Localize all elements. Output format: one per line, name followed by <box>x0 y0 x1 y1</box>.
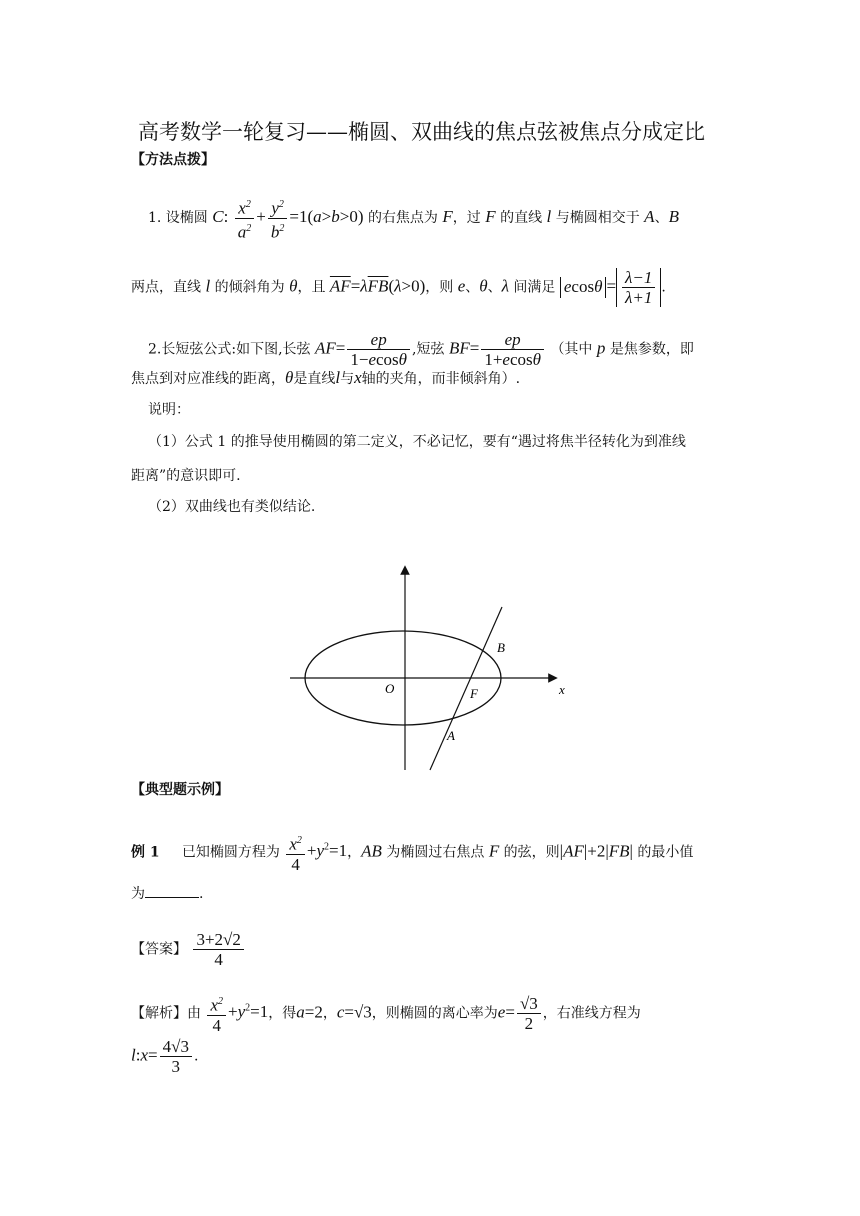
method-point-2-line-1: 2.长短弦公式:如下图,长弦 AF= $\frac{ep}{1-ecos\theta}$ ,短弦 BF= $\frac{ep}{1+ecos\theta}$ （其中 p 是焦参数，即 <box>148 330 694 369</box>
analysis-line-1: 【解析】由 $\frac{x^2}{4}$ $+y^2=1$，得a=2，c=√3，则椭圆的离心率为e= $\frac{√3}{2}$ ，右准线方程为 <box>131 993 641 1035</box>
label-O: O <box>385 681 395 696</box>
label-B: B <box>497 640 505 655</box>
label-x: x <box>559 682 565 697</box>
analysis-line-2: l:x= $\frac{4√3}{3}$ . <box>131 1037 199 1076</box>
method-point-2-line-2: 焦点到对应准线的距离，θ是直线l与x轴的夹角，而非倾斜角）. <box>131 368 521 387</box>
example-1-line-2: 为 . <box>131 883 203 904</box>
note-1-line-2: 距离”的意识即可. <box>131 468 241 484</box>
examples-header: 【典型题示例】 <box>131 782 229 798</box>
ellipse-focal-chord-figure <box>285 560 585 775</box>
note-label: 说明： <box>148 402 190 418</box>
method-point-1-line-2: 两点，直线 l 的倾斜角为 θ，且 $\overline{AF}=\lambda\overline{FB}(\lambda>0)$，则 e、θ、λ 间满足 ecosθ = $\frac{\lambda-1}{\lambda+1}$ . <box>131 268 666 307</box>
label-A: A <box>447 728 455 743</box>
note-2: （2）双曲线也有类似结论. <box>148 499 316 515</box>
method-point-1-line-1: 1. 设椭圆 C: $\frac{x^2}{a^2}$ + $\frac{y^2}{b^2}$ =1(a>b>0) 的右焦点为 F，过 F 的直线 l 与椭圆相交于 A、B <box>148 195 679 241</box>
note-1-line-1: （1）公式 1 的推导使用椭圆的第二定义，不必记忆，要有“遇过将焦半径转化为到准线 <box>148 434 686 450</box>
answer: 【答案】 $\frac{3+2√2}{4}$ <box>131 930 246 969</box>
label-F: F <box>470 686 478 701</box>
focal-chord-line <box>430 607 502 770</box>
page-title: 高考数学一轮复习——椭圆、双曲线的焦点弦被焦点分成定比 <box>138 120 705 144</box>
example-1-line-1: 例 1 已知椭圆方程为 $\frac{x^2}{4}$ $+y^2=1$，AB 为椭圆过右焦点 F 的弦，则|AF|+2|FB| 的最小值 <box>131 831 693 874</box>
method-header: 【方法点拨】 <box>131 152 215 168</box>
